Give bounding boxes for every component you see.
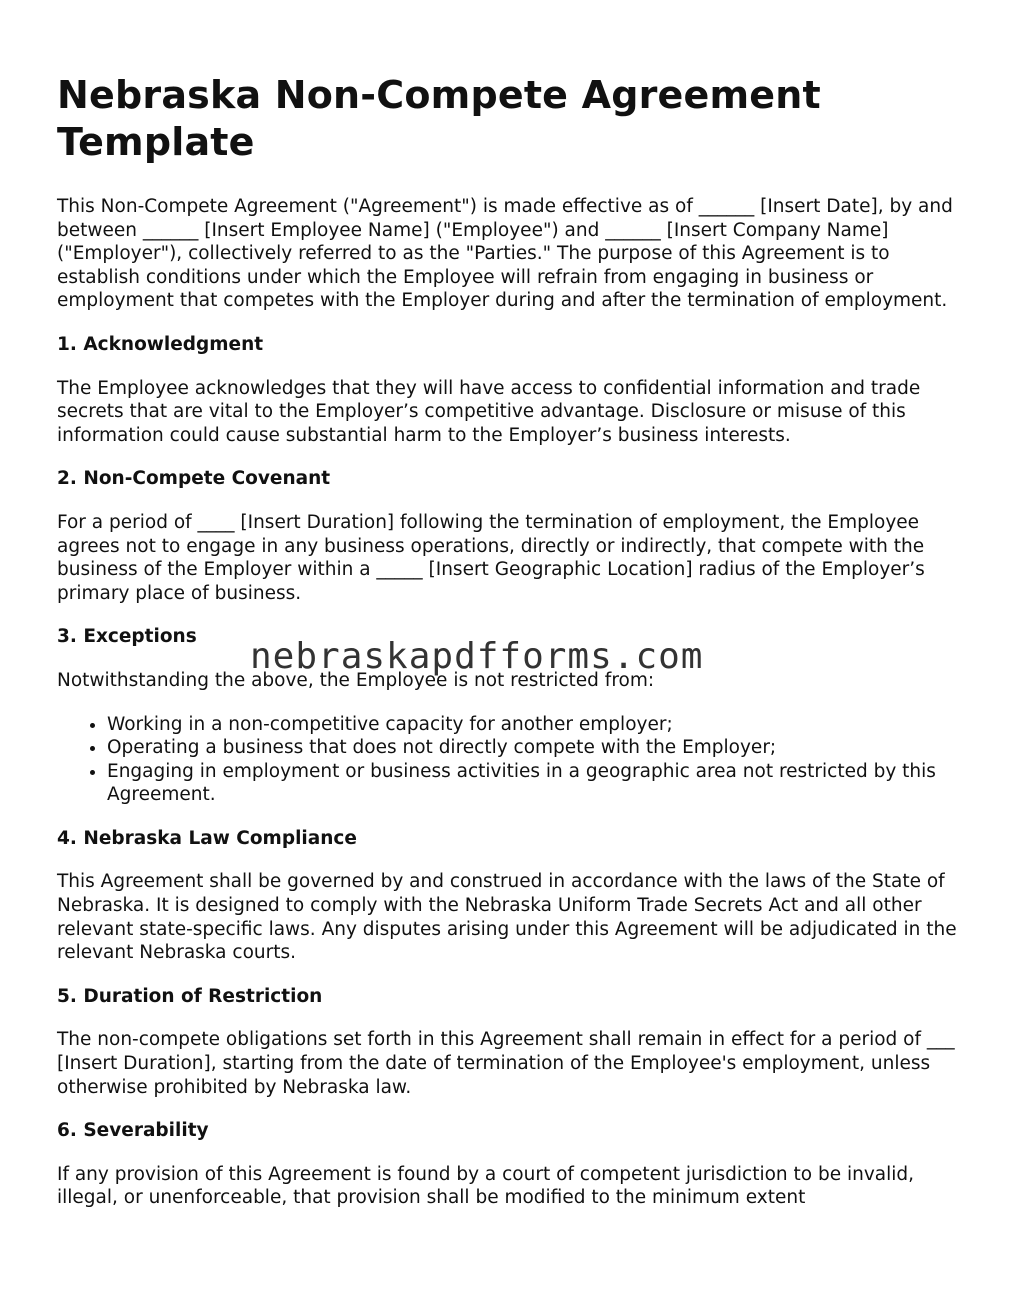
section-heading-severability: 6. Severability bbox=[57, 1120, 209, 1142]
intro-paragraph: This Non-Compete Agreement ("Agreement") is made effective as of ______ [Insert Date], by and between ______ [Insert Employee Name] ("Employee") and ______ [Insert Company Name] ("Employer"), collectively referred to as the "Parties." The purpose of this Agreement is to establish conditions under which the Employee will refrain from engaging in business or employment that competes with the Employer during and after the termination of employment. bbox=[57, 196, 953, 312]
section-heading-duration-of-restriction: 5. Duration of Restriction bbox=[57, 985, 323, 1007]
section-heading-nebraska-law-compliance: 4. Nebraska Law Compliance bbox=[57, 827, 357, 849]
list-item: • Working in a non-competitive capacity for another employer; bbox=[107, 713, 962, 737]
section-heading-exceptions: 3. Exceptions bbox=[57, 626, 197, 648]
page-title: Nebraska Non-Compete Agreement Template bbox=[57, 73, 821, 164]
section-heading-non-compete-covenant: 2. Non-Compete Covenant bbox=[57, 468, 331, 490]
section-body-exceptions: Notwithstanding the above, the Employee is not restricted from: bbox=[57, 669, 655, 691]
section-body-nebraska-law-compliance: This Agreement shall be governed by and construed in accordance with the laws of the State of Nebraska. It is designed to comply with the Nebraska Uniform Trade Secrets Act and all other relevant state-specific laws. Any disputes arising under this Agreement will be adjudicated in the relevant Nebraska courts. bbox=[57, 871, 957, 964]
section-body-severability: If any provision of this Agreement is found by a court of competent jurisdiction to be invalid, illegal, or unenforceable, that provision shall be modified to the minimum extent bbox=[57, 1163, 915, 1209]
section-body-acknowledgment: The Employee acknowledges that they will have access to confidential information and trade secrets that are vital to the Employer’s competitive advantage. Disclosure or misuse of this information could cause substantial harm to the Employer’s business interests. bbox=[57, 377, 921, 446]
list-item: • Engaging in employment or business activities in a geographic area not restricted by this Agreement. bbox=[107, 760, 962, 807]
watermark: nebraskapdfforms.com bbox=[250, 636, 704, 677]
section-body-duration-of-restriction: The non-compete obligations set forth in this Agreement shall remain in effect for a period of ___ [Insert Duration], starting from the date of termination of the Employee's employment, unless otherwise prohibited by Nebraska law. bbox=[57, 1029, 955, 1098]
section-body-non-compete-covenant: For a period of ____ [Insert Duration] following the termination of employment, the Employee agrees not to engage in any business operations, directly or indirectly, that compete with the business of the Employer within a _____ [Insert Geographic Location] radius of the Employer’s primary place of business. bbox=[57, 511, 925, 604]
section-heading-acknowledgment: 1. Acknowledgment bbox=[57, 333, 264, 355]
exceptions-list bbox=[57, 713, 962, 807]
list-item: • Operating a business that does not directly compete with the Employer; bbox=[107, 736, 962, 760]
